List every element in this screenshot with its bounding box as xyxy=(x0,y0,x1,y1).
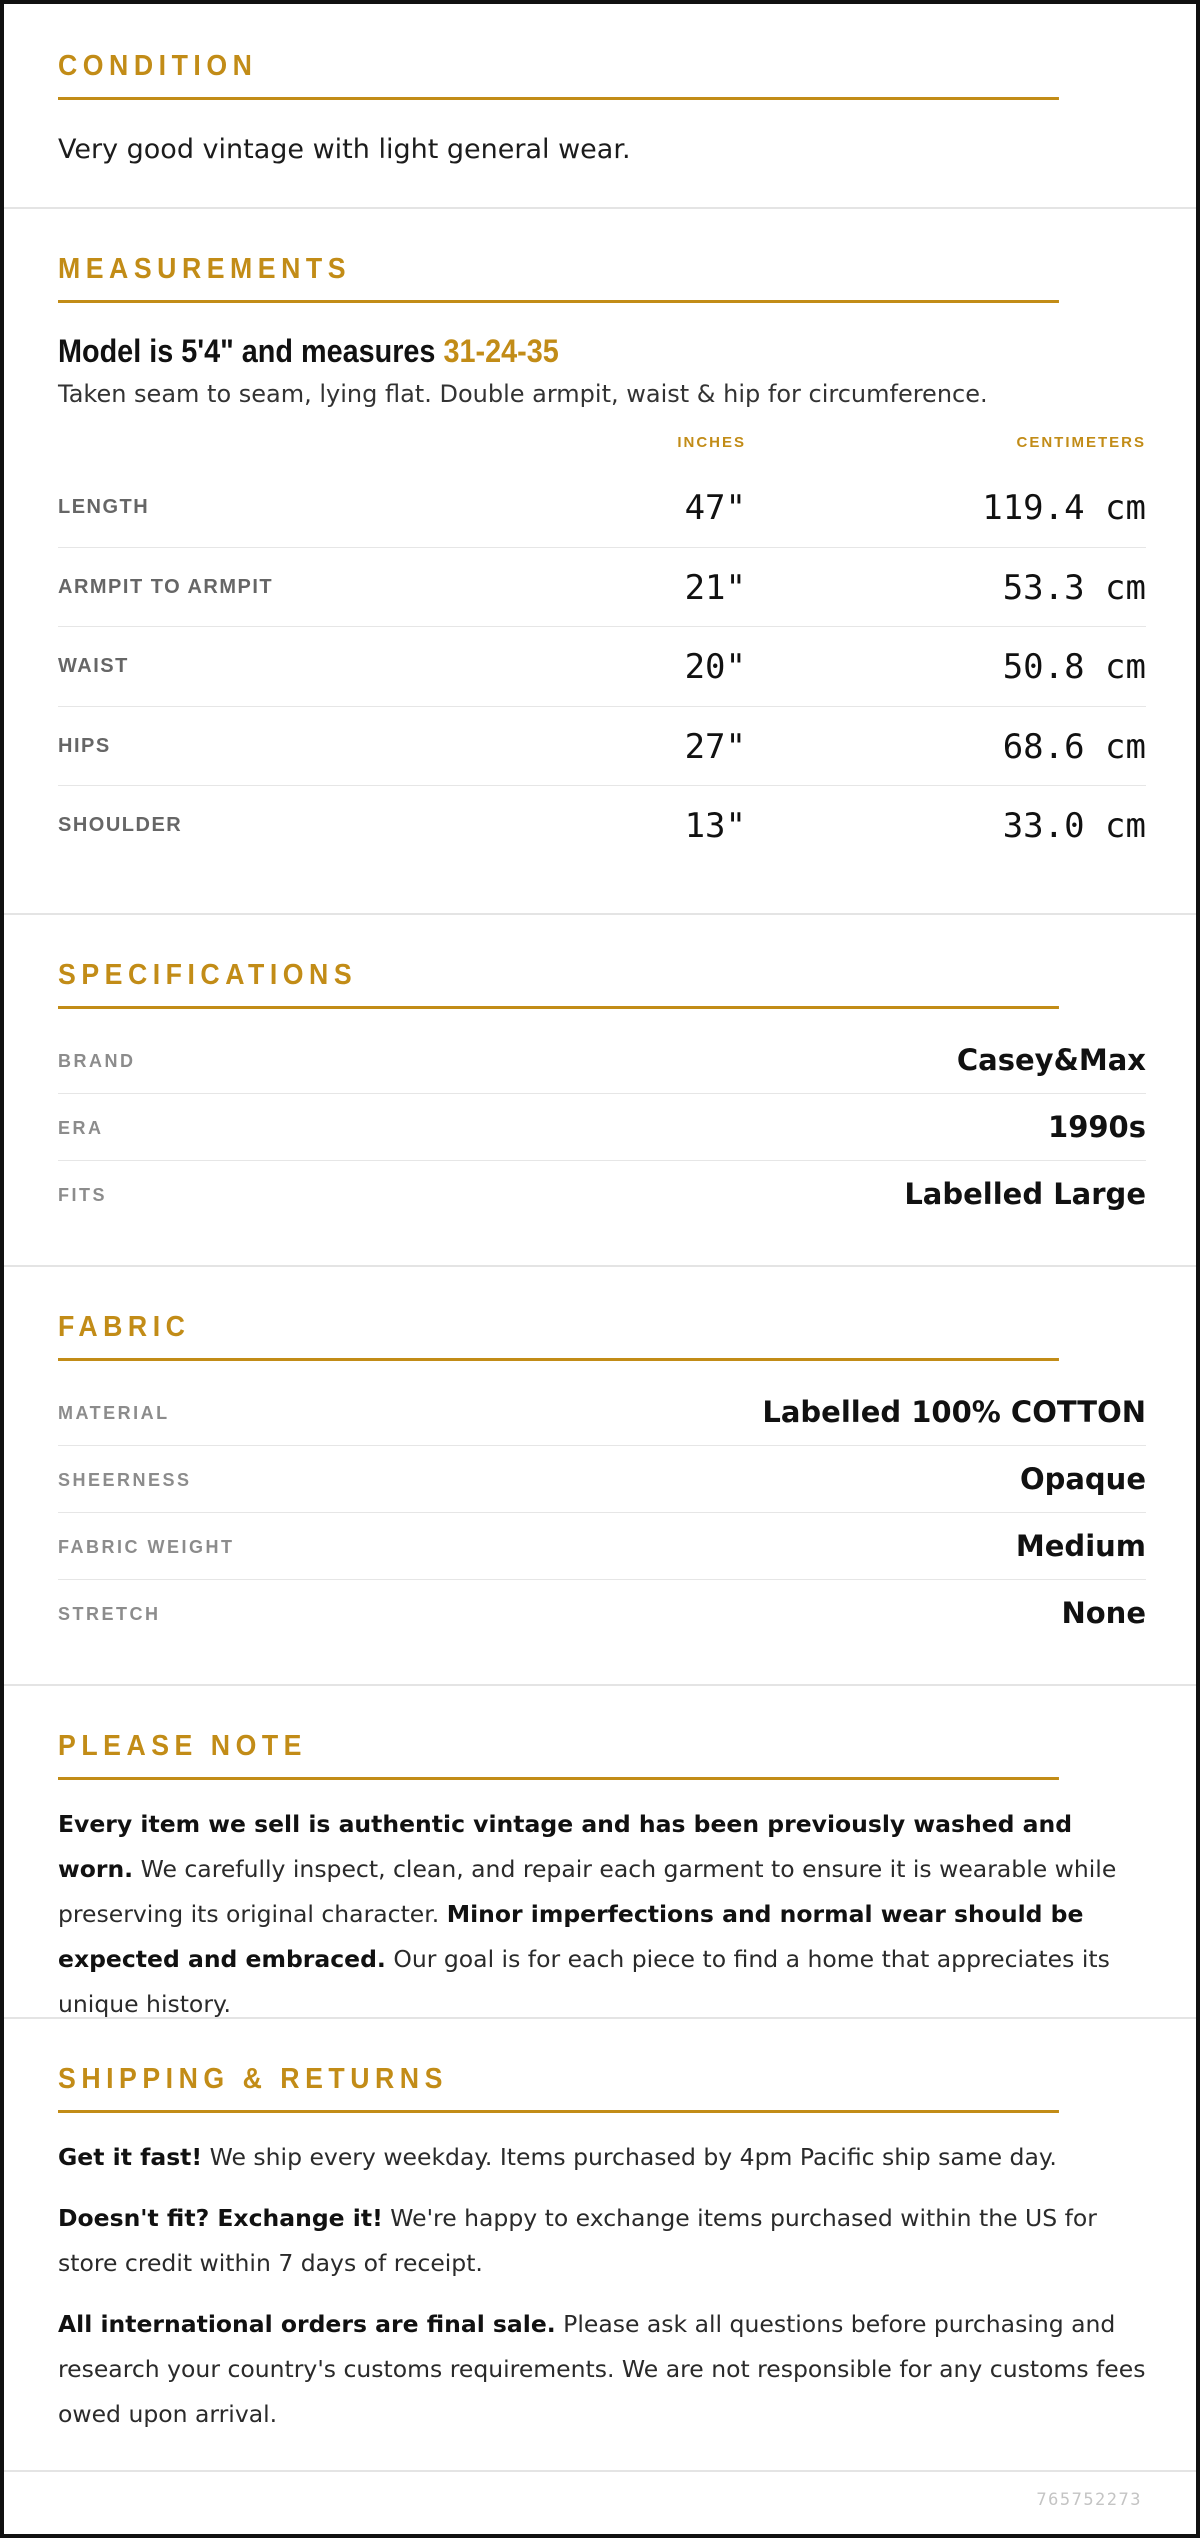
list-item xyxy=(58,1161,1146,1228)
fabric-heading: FABRIC xyxy=(58,1311,1059,1361)
shipping-bold: Get it fast! xyxy=(58,2143,203,2171)
table-row xyxy=(58,468,1146,548)
measurement-inches: 21" xyxy=(684,567,746,608)
note-text-2: Our goal is for each piece to find a home that appreciates its unique history. xyxy=(58,1945,1110,2018)
condition-section xyxy=(4,4,1196,209)
measurement-cm: 68.6 cm xyxy=(1002,726,1146,767)
model-info xyxy=(58,333,1037,370)
fabric-value: Medium xyxy=(1015,1529,1146,1563)
measurement-label: HIPS xyxy=(58,734,111,757)
measurement-inches: 47" xyxy=(684,488,746,528)
measurement-label: WAIST xyxy=(58,655,129,677)
measurement-cm: 53.3 cm xyxy=(1002,567,1146,608)
measurement-cm: 33.0 cm xyxy=(1002,806,1146,846)
specifications-heading: SPECIFICATIONS xyxy=(58,959,1059,1009)
measurements-note: Taken seam to seam, lying flat. Double armpit, waist & hip for circumference. xyxy=(58,380,988,408)
measurements-table-header xyxy=(58,408,1146,468)
condition-heading: CONDITION xyxy=(58,50,1059,100)
product-id: 765752273 xyxy=(1036,2490,1142,2510)
list-item xyxy=(58,1094,1146,1161)
condition-text: Very good vintage with light general wear. xyxy=(58,134,631,165)
fabric-value: Opaque xyxy=(1019,1462,1146,1496)
fabric-list xyxy=(58,1379,1146,1647)
list-item xyxy=(58,1580,1146,1647)
measurement-cm: 50.8 cm xyxy=(1002,647,1146,687)
table-row xyxy=(58,548,1146,628)
specifications-list xyxy=(58,1027,1146,1228)
list-item xyxy=(58,1446,1146,1513)
fabric-label: FABRIC WEIGHT xyxy=(58,1537,235,1557)
exchange-paragraph xyxy=(58,2196,1146,2286)
measurements-section xyxy=(4,209,1196,915)
spec-value: 1990s xyxy=(1048,1110,1146,1144)
please-note-section xyxy=(4,1686,1196,2019)
measurement-label: ARMPIT TO ARMPIT xyxy=(58,575,274,598)
international-bold: All international orders are final sale. xyxy=(58,2310,556,2338)
please-note-heading: PLEASE NOTE xyxy=(58,1730,1059,1780)
shipping-heading: SHIPPING & RETURNS xyxy=(58,2063,1059,2113)
specifications-section xyxy=(4,915,1196,1267)
model-info-prefix: Model is 5'4" and measures xyxy=(58,333,444,369)
table-row xyxy=(58,627,1146,707)
list-item xyxy=(58,1379,1146,1446)
measurement-inches: 20" xyxy=(684,647,746,687)
exchange-bold: Doesn't fit? Exchange it! xyxy=(58,2204,383,2232)
measurement-cm: 119.4 cm xyxy=(982,488,1146,528)
spec-label: BRAND xyxy=(58,1051,136,1071)
shipping-paragraph xyxy=(58,2135,1146,2180)
shipping-text: We ship every weekday. Items purchased by 4pm Pacific ship same day. xyxy=(202,2143,1057,2171)
note-bold-2: Minor imperfections and normal wear should be expected and embraced. xyxy=(58,1900,1084,1973)
inches-column-header: INCHES xyxy=(677,434,746,451)
spec-value: Casey&Max xyxy=(956,1043,1146,1077)
international-text: Please ask all questions before purchasing and research your country's customs requirements. We are not responsible for any customs fees owed upon arrival. xyxy=(58,2310,1146,2428)
table-row xyxy=(58,707,1146,787)
fabric-label: STRETCH xyxy=(58,1604,161,1624)
exchange-text: We're happy to exchange items purchased within the US for store credit within 7 days of receipt. xyxy=(58,2204,1097,2277)
shipping-returns-section xyxy=(4,2019,1196,2472)
measurement-label: LENGTH xyxy=(58,496,150,518)
fabric-label: SHEERNESS xyxy=(58,1470,192,1490)
list-item xyxy=(58,1027,1146,1094)
please-note-text xyxy=(58,1802,1146,2027)
model-measures: 31-24-35 xyxy=(443,333,559,369)
measurements-table xyxy=(58,468,1146,866)
measurement-inches: 13" xyxy=(684,806,746,846)
centimeters-column-header: CENTIMETERS xyxy=(1016,434,1146,451)
measurements-heading: MEASUREMENTS xyxy=(58,253,1059,303)
note-bold-1: Every item we sell is authentic vintage and has been previously washed and worn. xyxy=(58,1810,1073,1883)
international-paragraph xyxy=(58,2302,1146,2437)
measurement-inches: 27" xyxy=(684,726,746,767)
fabric-section xyxy=(4,1267,1196,1686)
spec-value: Labelled Large xyxy=(904,1177,1146,1211)
note-text-1: We carefully inspect, clean, and repair each garment to ensure it is wearable while preserving its original character. xyxy=(58,1855,1117,1928)
spec-label: FITS xyxy=(58,1185,107,1205)
measurement-label: SHOULDER xyxy=(58,814,183,836)
list-item xyxy=(58,1513,1146,1580)
spec-label: ERA xyxy=(58,1118,104,1138)
table-row xyxy=(58,786,1146,866)
fabric-value: Labelled 100% COTTON xyxy=(762,1395,1146,1429)
fabric-value: None xyxy=(1061,1596,1146,1630)
fabric-label: MATERIAL xyxy=(58,1403,170,1423)
